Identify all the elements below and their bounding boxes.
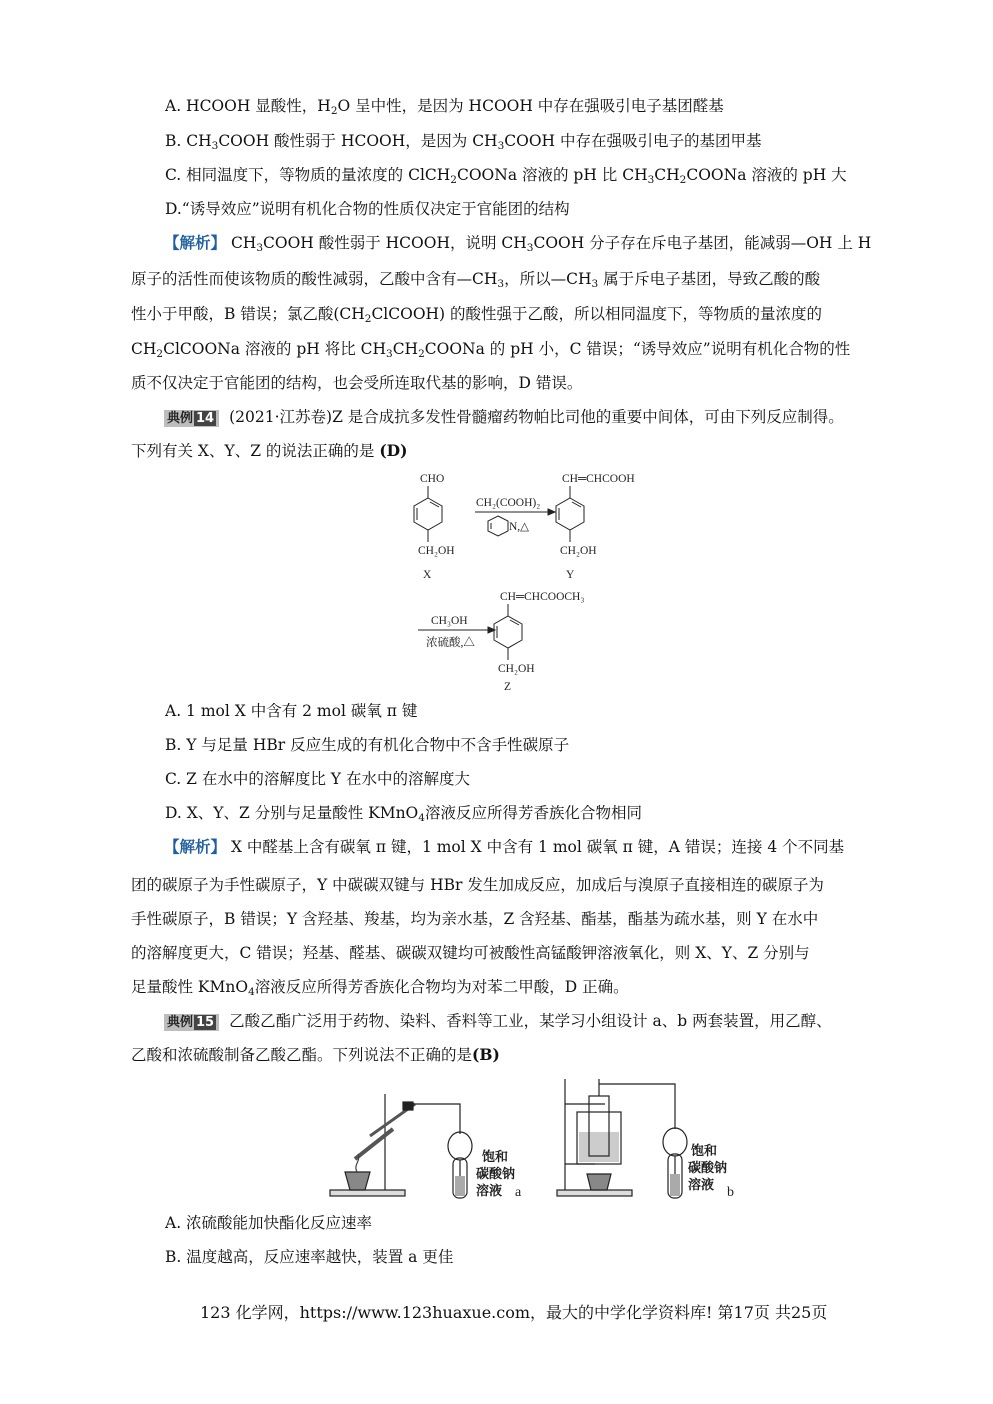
option-d-14: D. X、Y、Z 分别与足量酸性 KMnO$_4$溶液反应所得芳香族化合物相同 bbox=[165, 804, 642, 824]
example14-line2: 下列有关 X、Y、Z 的说法正确的是 (D) bbox=[131, 441, 408, 460]
condition-2: 浓硫酸,△ bbox=[426, 637, 475, 649]
burner-a bbox=[345, 1172, 370, 1190]
analysis2-line1: 【解析】 X 中醛基上含有碳氧 π 键，1 mol X 中含有 1 mol 碳氧 π 键，A 错误；连接 4 个不同基 bbox=[164, 837, 845, 856]
y-top-group: CH═CHCOOH bbox=[562, 473, 635, 485]
base-b bbox=[557, 1190, 632, 1196]
option-a-14: A. 1 mol X 中含有 2 mol 碳氧 π 键 bbox=[165, 702, 418, 720]
analysis1-line2: 原子的活性而使该物质的酸性减弱，乙酸中含有$—CH_3$，所以$—CH_3$ 属于斥电子基团，导致乙酸的酸 bbox=[131, 270, 821, 290]
label-saturated-b: 饱和 bbox=[691, 1143, 718, 1158]
option-b-14: B. Y 与足量 HBr 反应生成的有机化合物中不含手性碳原子 bbox=[165, 736, 570, 754]
example-badge: 典例 15 bbox=[164, 1014, 219, 1031]
analysis1-line3: 性小于甲酸，B 错误；氯乙酸$(CH_2ClCOOH)$ 的酸性强于乙酸，所以相同温度下，等物质的量浓度的 bbox=[131, 305, 823, 325]
z-top-group: CH═CHCOOCH₃ bbox=[500, 591, 585, 603]
label-sodium-carbonate-b: 碳酸钠 bbox=[688, 1160, 728, 1175]
compound-y-label: Y bbox=[566, 569, 575, 581]
analysis1-line4: $CH_2ClCOONa$ 溶液的 pH 将比 $CH_3CH_2COONa$ 的 pH 小，C 错误；“诱导效应”说明有机化合物的性 bbox=[131, 340, 851, 360]
analysis2-line3: 手性碳原子，B 错误；Y 含羟基、羧基，均为亲水基，Z 含羟基、酯基，酯基为疏水基，则 Y 在水中 bbox=[131, 910, 819, 928]
analysis2-line2: 团的碳原子为手性碳原子，Y 中碳碳双键与 HBr 发生加成反应，加成后与溴原子直接相连的碳原子为 bbox=[131, 876, 824, 894]
label-sodium-carbonate-a: 碳酸钠 bbox=[476, 1166, 516, 1181]
benzene-ring-x bbox=[414, 498, 442, 530]
option-d-top: D.“诱导效应”说明有机化合物的性质仅决定于官能团的结构 bbox=[165, 200, 570, 218]
analysis-tag: 【解析】 bbox=[164, 233, 227, 252]
example15-line1: 典例 15 乙酸乙酯广泛用于药物、染料、香料等工业，某学习小组设计 a、b 两套装置，用乙醇、 bbox=[164, 1011, 832, 1031]
delivery-tube-b bbox=[599, 1084, 675, 1129]
stopper-a bbox=[403, 1102, 413, 1110]
option-a-15: A. 浓硫酸能加快酯化反应速率 bbox=[165, 1214, 373, 1232]
benzene-ring-y bbox=[556, 498, 584, 530]
answer: (D) bbox=[379, 441, 408, 460]
analysis1-line5: 质不仅决定于官能团的结构，也会受所连取代基的影响，D 错误。 bbox=[131, 374, 583, 392]
reaction-scheme bbox=[390, 466, 670, 692]
x-bottom-group: CH₂OH bbox=[418, 545, 455, 557]
analysis1-line1: 【解析】 $CH_3COOH$ 酸性弱于 HCOOH，说明 $CH_3COOH$ 分子存在斥电子基团，能减弱—OH 上 H bbox=[164, 233, 872, 254]
safety-bulb-b bbox=[663, 1128, 687, 1156]
label-saturated-a: 饱和 bbox=[482, 1149, 509, 1164]
z-bottom-group: CH₂OH bbox=[498, 663, 535, 675]
burner-b bbox=[587, 1174, 611, 1190]
base-a bbox=[330, 1190, 405, 1196]
option-c-top: C. 相同温度下，等物质的量浓度的 ClCH$_2$COONa 溶液的 pH 比 $CH_3CH_2COONa$ 溶液的 pH 大 bbox=[165, 166, 847, 186]
analysis2-line5: 足量酸性 KMnO$_4$溶液反应所得芳香族化合物均为对苯二甲酸，D 正确。 bbox=[131, 978, 629, 998]
safety-bulb-a bbox=[448, 1132, 472, 1160]
analysis-tag: 【解析】 bbox=[164, 837, 227, 856]
analysis2-line4: 的溶解度更大，C 错误；羟基、醛基、碳碳双键均可被酸性高锰酸钾溶液氧化，则 X、Y、Z 分别与 bbox=[131, 944, 810, 962]
page-footer: 123 化学网，https://www.123huaxue.com，最大的中学化学资料库! 第17页 共25页 bbox=[200, 1303, 828, 1322]
answer: (B) bbox=[472, 1045, 500, 1064]
y-bottom-group: CH₂OH bbox=[560, 545, 597, 557]
reagent-2: CH₃OH bbox=[431, 615, 468, 627]
compound-z-label: Z bbox=[504, 681, 512, 692]
option-a-top: A. HCOOH 显酸性，$H_2O$ 呈中性，是因为 HCOOH 中存在强吸引电子基团醛基 bbox=[165, 97, 724, 117]
label-solution-a: 溶液 bbox=[476, 1183, 503, 1198]
option-c-14: C. Z 在水中的溶解度比 Y 在水中的溶解度大 bbox=[165, 770, 470, 788]
benzene-ring-z bbox=[494, 616, 522, 648]
condition-1: N,△ bbox=[509, 521, 530, 533]
option-b-15: B. 温度越高，反应速率越快，装置 a 更佳 bbox=[165, 1248, 454, 1266]
example-badge: 典例 14 bbox=[164, 410, 219, 427]
label-solution-b: 溶液 bbox=[688, 1177, 715, 1192]
example14-line1: 典例 14 (2021·江苏卷)Z 是合成抗多发性骨髓瘤药物帕比司他的重要中间体，可由下列反应制得。 bbox=[164, 407, 844, 427]
reagent-1: CH₂(COOH)₂ bbox=[476, 497, 541, 509]
compound-x-label: X bbox=[423, 569, 432, 581]
example15-line2: 乙酸和浓硫酸制备乙酸乙酯。下列说法不正确的是(B) bbox=[131, 1045, 500, 1064]
option-b-top: B. $CH_3COOH$ 酸性弱于 HCOOH，是因为 $CH_3COOH$ 中存在强吸引电子的基团甲基 bbox=[165, 132, 762, 152]
apparatus-b-tag: b bbox=[727, 1185, 734, 1200]
delivery-tube-a bbox=[413, 1104, 460, 1134]
x-top-group: CHO bbox=[420, 473, 445, 485]
apparatus-a-tag: a bbox=[515, 1185, 522, 1200]
apparatus-figure bbox=[325, 1074, 745, 1204]
